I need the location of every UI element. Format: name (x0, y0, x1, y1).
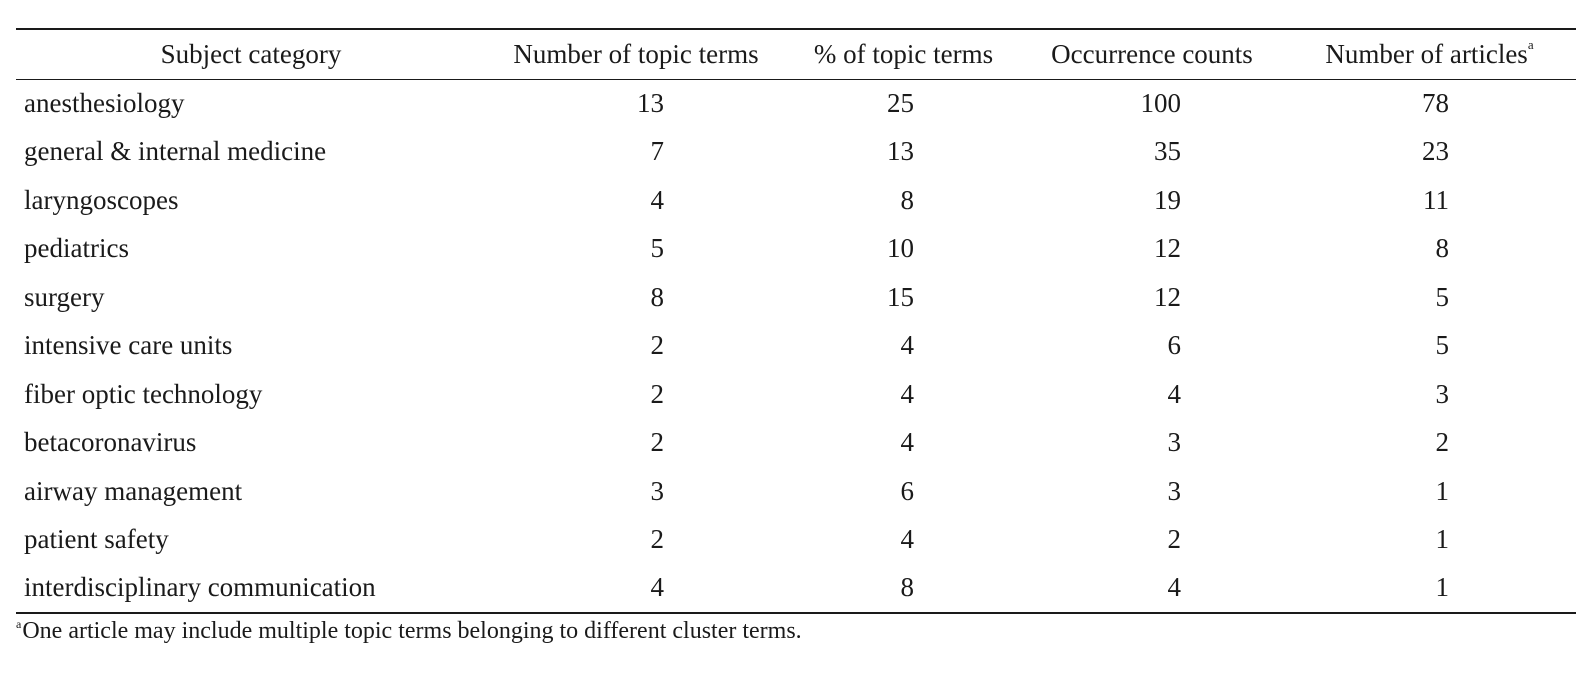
table-row (16, 419, 1576, 468)
cell-subject-category: anesthesiology (24, 88, 185, 118)
cell-subject-category: pediatrics (24, 233, 129, 264)
cell-occurrence-counts (1021, 419, 1283, 468)
cell-number-of-articles (1283, 128, 1576, 177)
document-page (16, 0, 1576, 674)
footnote-marker: a (16, 617, 22, 631)
cell-occurrence-counts-value: 2 (1167, 524, 1181, 555)
cell-number-of-topic-terms-value: 13 (637, 88, 664, 118)
cell-number-of-articles-value: 11 (1423, 184, 1449, 215)
cell-number-of-articles-value: 8 (1435, 233, 1449, 264)
cell-occurrence-counts-value: 6 (1167, 330, 1181, 361)
header-percent-of-topic-terms: % of topic terms (786, 29, 1021, 79)
cell-number-of-articles-value: 5 (1435, 281, 1449, 312)
cell-occurrence-counts-value: 3 (1167, 475, 1181, 506)
cell-subject-category: fiber optic technology (24, 378, 263, 409)
cell-number-of-articles-value: 23 (1422, 136, 1449, 167)
table-row (16, 176, 1576, 225)
footnote-text: One article may include multiple topic terms belonging to different cluster terms. (22, 618, 802, 644)
cell-occurrence-counts (1021, 225, 1283, 274)
table-row (16, 225, 1576, 274)
cell-occurrence-counts-value: 4 (1167, 378, 1181, 409)
cell-percent-of-topic-terms-value: 13 (887, 136, 914, 167)
cell-occurrence-counts-value: 35 (1154, 136, 1181, 167)
cell-number-of-topic-terms-value: 5 (650, 233, 664, 264)
table-row (16, 370, 1576, 419)
cell-number-of-topic-terms-value: 8 (650, 281, 664, 312)
cell-occurrence-counts (1021, 273, 1283, 322)
cell-number-of-topic-terms (486, 564, 786, 613)
header-occurrence-counts: Occurrence counts (1021, 29, 1283, 79)
cell-percent-of-topic-terms (786, 273, 1021, 322)
cell-percent-of-topic-terms (786, 419, 1021, 468)
cell-occurrence-counts (1021, 176, 1283, 225)
cell-number-of-articles (1283, 467, 1576, 516)
cell-number-of-topic-terms (486, 225, 786, 274)
cell-number-of-articles-value: 1 (1435, 572, 1449, 603)
cell-percent-of-topic-terms (786, 322, 1021, 371)
cell-number-of-articles (1283, 79, 1576, 128)
cell-subject-category: interdisciplinary communication (16, 564, 486, 613)
footnote-marker: a (1527, 36, 1534, 52)
cell-number-of-topic-terms (486, 370, 786, 419)
cell-number-of-topic-terms-value: 7 (650, 136, 664, 167)
table-row (16, 467, 1576, 516)
cell-percent-of-topic-terms-value: 6 (900, 475, 914, 506)
cell-occurrence-counts (1021, 128, 1283, 177)
cell-subject-category: general & internal medicine (24, 136, 327, 167)
cell-number-of-topic-terms (486, 176, 786, 225)
cell-subject-category: airway management (24, 475, 243, 506)
cell-number-of-topic-terms (486, 516, 786, 565)
cell-occurrence-counts-value: 12 (1154, 233, 1181, 264)
cell-number-of-topic-terms (486, 79, 786, 128)
cell-occurrence-counts (1021, 79, 1283, 128)
cell-number-of-topic-terms (486, 273, 786, 322)
cell-number-of-articles-value: 5 (1435, 330, 1449, 361)
cell-percent-of-topic-terms-value: 4 (900, 378, 914, 409)
cell-percent-of-topic-terms-value: 10 (887, 233, 914, 264)
table-body (16, 79, 1576, 613)
cell-percent-of-topic-terms (786, 128, 1021, 177)
header-subject-category: Subject category (16, 29, 486, 79)
cell-subject-category: surgery (24, 281, 105, 312)
cell-number-of-articles (1283, 564, 1576, 613)
table-footnote (16, 618, 802, 645)
cell-percent-of-topic-terms (786, 225, 1021, 274)
cell-number-of-articles (1283, 419, 1576, 468)
cell-percent-of-topic-terms-value: 8 (900, 572, 914, 603)
cell-occurrence-counts (1021, 322, 1283, 371)
cell-number-of-topic-terms (486, 128, 786, 177)
cell-percent-of-topic-terms (786, 516, 1021, 565)
cell-percent-of-topic-terms-value: 4 (900, 524, 914, 555)
cell-occurrence-counts-value: 12 (1154, 281, 1181, 312)
cell-percent-of-topic-terms (786, 564, 1021, 613)
cell-number-of-articles-value: 3 (1435, 378, 1449, 409)
table-row (16, 322, 1576, 371)
cell-number-of-articles-value: 2 (1435, 427, 1449, 458)
cell-occurrence-counts-value: 3 (1167, 427, 1181, 458)
cell-number-of-articles (1283, 176, 1576, 225)
cell-occurrence-counts (1021, 370, 1283, 419)
cell-percent-of-topic-terms (786, 176, 1021, 225)
cell-occurrence-counts-value: 100 (1140, 88, 1181, 118)
table-row (16, 128, 1576, 177)
cell-percent-of-topic-terms (786, 370, 1021, 419)
cell-number-of-articles (1283, 516, 1576, 565)
table-header (16, 29, 1576, 79)
cell-subject-category: patient safety (24, 524, 169, 555)
cell-percent-of-topic-terms-value: 15 (887, 281, 914, 312)
cell-number-of-topic-terms-value: 2 (650, 330, 664, 361)
cell-number-of-articles-value: 78 (1422, 88, 1449, 118)
cell-number-of-articles (1283, 322, 1576, 371)
header-number-of-topic-terms: Number of topic terms (486, 29, 786, 79)
cell-number-of-topic-terms-value: 4 (650, 572, 664, 603)
cell-occurrence-counts (1021, 564, 1283, 613)
cell-number-of-topic-terms-value: 3 (650, 475, 664, 506)
cell-percent-of-topic-terms (786, 79, 1021, 128)
cell-number-of-articles (1283, 273, 1576, 322)
table-row (16, 564, 1576, 613)
cell-number-of-topic-terms-value: 4 (650, 184, 664, 215)
cell-percent-of-topic-terms (786, 467, 1021, 516)
cell-occurrence-counts-value: 19 (1154, 184, 1181, 215)
table-row (16, 79, 1576, 128)
cell-number-of-articles-value: 1 (1435, 475, 1449, 506)
cell-number-of-articles-value: 1 (1435, 524, 1449, 555)
cell-occurrence-counts (1021, 516, 1283, 565)
table-row (16, 516, 1576, 565)
cell-percent-of-topic-terms-value: 4 (900, 330, 914, 361)
subject-category-table (16, 28, 1576, 614)
cell-percent-of-topic-terms-value: 25 (887, 88, 914, 118)
cell-subject-category: betacoronavirus (24, 427, 197, 458)
cell-number-of-articles (1283, 370, 1576, 419)
table-row (16, 273, 1576, 322)
cell-number-of-topic-terms-value: 2 (650, 378, 664, 409)
cell-percent-of-topic-terms-value: 4 (900, 427, 914, 458)
cell-subject-category: intensive care units (24, 330, 233, 361)
header-number-of-articles (1283, 29, 1576, 79)
cell-subject-category: laryngoscopes (24, 184, 179, 215)
cell-occurrence-counts (1021, 467, 1283, 516)
cell-number-of-topic-terms (486, 467, 786, 516)
cell-occurrence-counts-value: 4 (1167, 572, 1181, 603)
cell-number-of-topic-terms (486, 419, 786, 468)
cell-number-of-topic-terms-value: 2 (650, 427, 664, 458)
cell-number-of-articles (1283, 225, 1576, 274)
header-row (16, 29, 1576, 79)
cell-number-of-topic-terms-value: 2 (650, 524, 664, 555)
header-number-of-articles-label: Number of articles (1325, 38, 1528, 69)
cell-number-of-topic-terms (486, 322, 786, 371)
cell-percent-of-topic-terms-value: 8 (900, 184, 914, 215)
